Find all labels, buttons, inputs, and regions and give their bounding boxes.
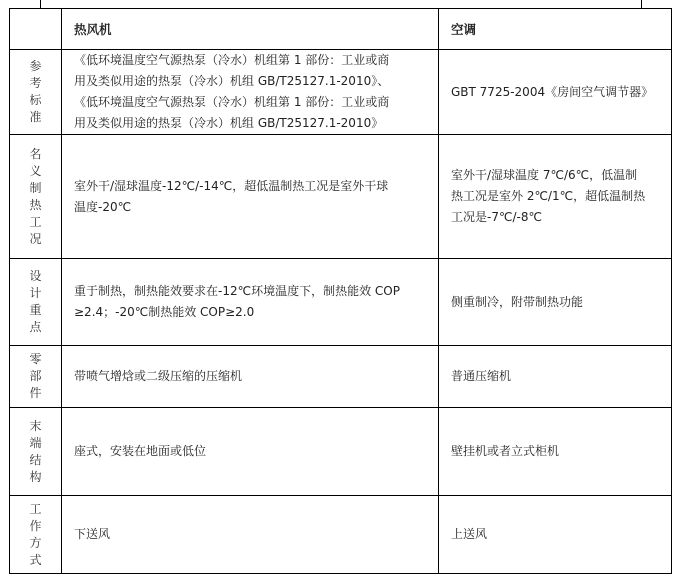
cell-text-line: 温度-20℃ [74,199,132,214]
top-mark [40,0,41,8]
cell-text-line: 侧重制冷，附带制热功能 [451,294,584,309]
cell-text-line: 重于制热，制热能效要求在-12℃环境温度下，制热能效 COP [74,284,400,298]
header-cell-hot-air-unit [62,9,439,50]
header-cell-empty [10,9,62,50]
row-label-char: 设 [29,269,42,283]
row-label-char: 参 [29,59,42,73]
hot-air-unit-cell [62,346,439,408]
cell-text-line: 壁挂机或者立式柜机 [451,444,560,458]
row-label-char: 工 [29,501,42,516]
table-row [10,496,672,574]
table-body [10,50,672,574]
hot-air-unit-cell [62,135,439,259]
row-label-char: 端 [29,435,42,450]
cell-text-line: 室外干/湿球温度 7℃/6℃，低温制 [451,168,638,182]
air-conditioner-cell [439,50,672,135]
hot-air-unit-cell [62,259,439,346]
row-label-char: 准 [29,110,42,124]
row-label-char: 热 [29,197,42,212]
cell-text-line: 上送风 [451,527,488,541]
cell-text-line: 室外干/湿球温度-12℃/-14℃，超低温制热工况是室外干球 [74,178,389,193]
row-label-char: 标 [29,93,42,107]
table-row [10,408,672,496]
table-row [10,135,672,259]
cell-text-line: 带喷气增焓或二级压缩的压缩机 [74,369,243,383]
row-label-char: 重 [29,303,42,317]
row-label-char: 方 [29,535,42,550]
row-label-cell [10,259,62,346]
air-conditioner-cell [439,259,672,346]
row-label-char: 况 [29,231,42,246]
cell-text-line: ≥2.4；-20℃制热能效 COP≥2.0 [74,305,255,319]
cell-text-line: 热工况是室外 2℃/1℃，超低温制热 [451,189,646,203]
row-label-char: 式 [29,552,42,567]
row-label-char: 义 [29,163,42,178]
cell-text-line: 用及类似用途的热泵（冷水）机组 GB/T25127.1-2010》 [74,116,384,130]
table-row [10,50,672,135]
row-label-cell [10,408,62,496]
row-label-cell [10,50,62,135]
row-label-char: 末 [29,418,42,433]
cell-text-line: 《低环境温度空气源热泵（冷水）机组第 1 部份：工业或商 [74,95,390,109]
cell-text-line: GBT 7725-2004《房间空气调节器》 [451,84,654,99]
cell-text-line: 普通压缩机 [451,369,512,383]
row-label-char: 件 [29,386,42,400]
row-label-cell [10,496,62,574]
row-label-char: 制 [29,180,42,195]
row-label-char: 工 [29,214,42,229]
table-row [10,259,672,346]
row-label-char: 作 [29,518,42,533]
row-label-char: 零 [29,352,42,366]
cell-text-line: 工况是-7℃/-8℃ [451,210,542,224]
cell-text-line: 《低环境温度空气源热泵（冷水）机组第 1 部份：工业或商 [74,53,390,67]
row-label-char: 点 [29,320,42,334]
row-label-char: 计 [29,286,42,300]
row-label-char: 构 [29,469,42,484]
cell-text-line: 用及类似用途的热泵（冷水）机组 GB/T25127.1-2010》、 [74,74,390,88]
row-label-char: 结 [29,452,42,467]
hot-air-unit-cell [62,408,439,496]
row-label-char: 考 [29,76,42,90]
top-mark [641,0,642,8]
cell-text-line: 座式，安装在地面或低位 [74,444,207,458]
header-row [10,9,672,50]
comparison-table [9,8,672,574]
row-label-char: 名 [29,146,42,161]
hot-air-unit-cell [62,50,439,135]
air-conditioner-cell [439,346,672,408]
row-label-cell [10,135,62,259]
row-label-cell [10,346,62,408]
air-conditioner-cell [439,408,672,496]
header-label: 热风机 [74,22,112,37]
header-cell-air-conditioner [439,9,672,50]
table-top-marks [0,0,681,8]
table-row [10,346,672,408]
cell-text-line: 下送风 [74,527,111,541]
air-conditioner-cell [439,496,672,574]
air-conditioner-cell [439,135,672,259]
hot-air-unit-cell [62,496,439,574]
header-label: 空调 [451,22,477,37]
row-label-char: 部 [29,369,42,383]
